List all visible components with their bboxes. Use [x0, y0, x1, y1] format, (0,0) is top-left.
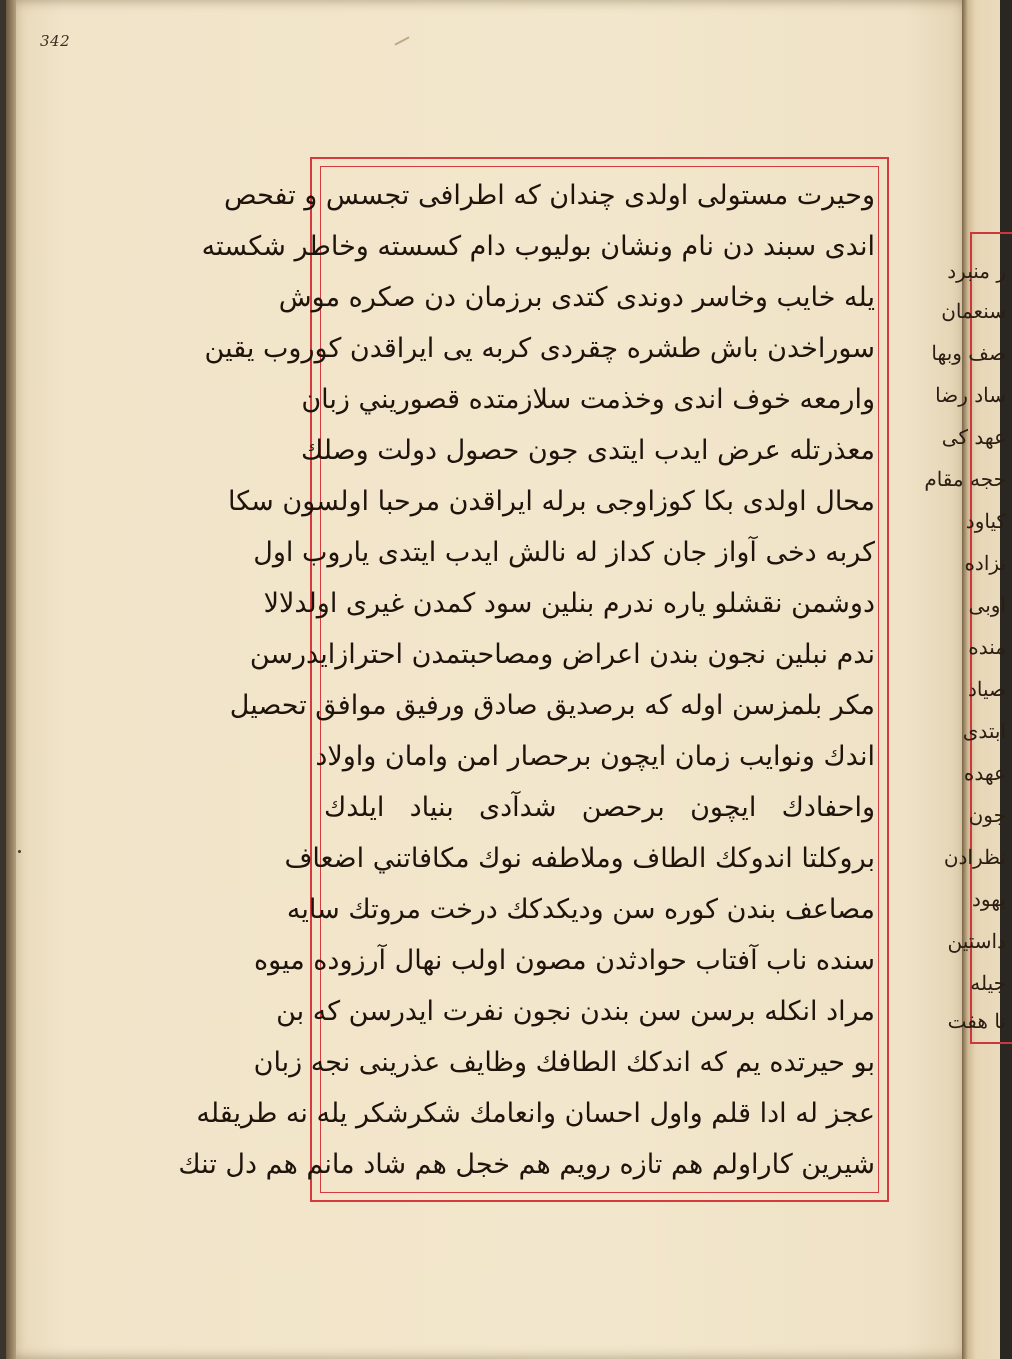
- facing-page-fragment: منده: [968, 635, 1006, 659]
- manuscript-line: بو حیرتده یم که اندکك الطافك وظایف عذرینی نجه زبان: [253, 1047, 875, 1078]
- manuscript-line: وارمعه خوف اندی وخذمت سلازمتده قصوریني زبان: [301, 384, 875, 415]
- manuscript-line: کربه دخی آواز جان کداز له نالش ایدب ایتدی یاروب اول: [253, 537, 875, 568]
- facing-page-strip: [924, 0, 1006, 1359]
- manuscript-line: مکر بلمزسن اوله که برصدیق صادق ورفیق موافق تحصیل: [229, 690, 875, 721]
- manuscript-line: وحیرت مستولی اولدی چندان که اطرافی تجسس و تفحص: [224, 180, 875, 211]
- facing-page-fragment: نزاده: [964, 551, 1006, 575]
- manuscript-line: سنده ناب آفتاب حوادثدن مصون اولب نهال آرزوده میوه: [253, 945, 875, 976]
- manuscript-line: اندی سبند دن نام ونشان بولیوب دام کسسته وخاطر شکسته: [201, 231, 875, 262]
- manuscript-line: بروکلتا اندوکك الطاف وملاطفه نوك مکافاتني اضعاف: [284, 843, 875, 874]
- facing-page-fragment: یهود: [971, 887, 1006, 911]
- facing-page-fragment: داستین: [947, 929, 1006, 953]
- facing-page-fragment: ابتدی: [962, 719, 1006, 743]
- manuscript-line: سوراخدن باش طشره چقردی کربه یی ایراقدن کوروب یقین: [204, 333, 875, 364]
- facing-page-fragment: سنعمان: [941, 299, 1006, 323]
- manuscript-line: مصاعف بندن کوره سن ودیکدکك درخت مروتك سایه: [286, 894, 875, 925]
- facing-page-fragment: نا هفت: [947, 1009, 1006, 1033]
- manuscript-line: ندم نبلین نجون بندن اعراض ومصاحبتمدن احترازایدرسن: [249, 639, 875, 670]
- manuscript-line: محال اولدی بکا کوزاوجی برله ایراقدن مرحبا اولسون سکا: [228, 486, 875, 517]
- facing-page-fragment: نظرادن: [943, 845, 1006, 869]
- facing-page-fragment: جون: [968, 803, 1006, 827]
- manuscript-line: مراد انکله برسن سن بندن نجون نفرت ایدرسن که بن: [276, 996, 875, 1027]
- manuscript-line: اندك ونوایب زمان ایچون برحصار امن وامان واولاد: [315, 741, 875, 772]
- folio-number: 342: [40, 32, 71, 50]
- facing-page-fragment: ر منبرد: [947, 259, 1006, 283]
- manuscript-line: شیرین کاراولم هم تازه رویم هم خجل هم شاد مانم هم دل تنك: [178, 1149, 875, 1180]
- manuscript-line: عجز له ادا قلم واول احسان وانعامك شکرشکر یله نه طریقله: [196, 1098, 875, 1129]
- manuscript-line: معذرتله عرض ایدب ایتدی جون حصول دولت وصلك: [300, 435, 875, 466]
- facing-page-fragment: صف وبها: [931, 341, 1006, 365]
- manuscript-line: یله خایب وخاسر دوندی کتدی برزمان دن صکره موش: [278, 282, 875, 313]
- gutter-dot: [18, 850, 21, 853]
- manuscript-text-block: [178, 172, 875, 1190]
- facing-page-fragment: کیاود: [965, 509, 1006, 533]
- facing-page-fragment: صیاد: [967, 677, 1006, 701]
- facing-page-fragment: جیله: [970, 971, 1006, 995]
- facing-page-fragment: عهد کی: [941, 425, 1006, 449]
- page-gutter-edge: [6, 0, 16, 1359]
- manuscript-page: [6, 0, 968, 1359]
- facing-page-fragment: ساد رضا: [935, 383, 1006, 407]
- facing-page-fragment: حجه مقام: [924, 467, 1006, 491]
- facing-page-fragment: عهده: [963, 761, 1006, 785]
- pen-mark: [394, 36, 409, 45]
- facing-page-fragment: اوبی: [968, 593, 1006, 617]
- manuscript-line: واحفادك ایچون برحصن شدآدی بنیاد ایلدك: [324, 792, 875, 823]
- manuscript-line: دوشمن نقشلو یاره ندرم بنلین سود کمدن غیری اولدلالا: [263, 588, 875, 619]
